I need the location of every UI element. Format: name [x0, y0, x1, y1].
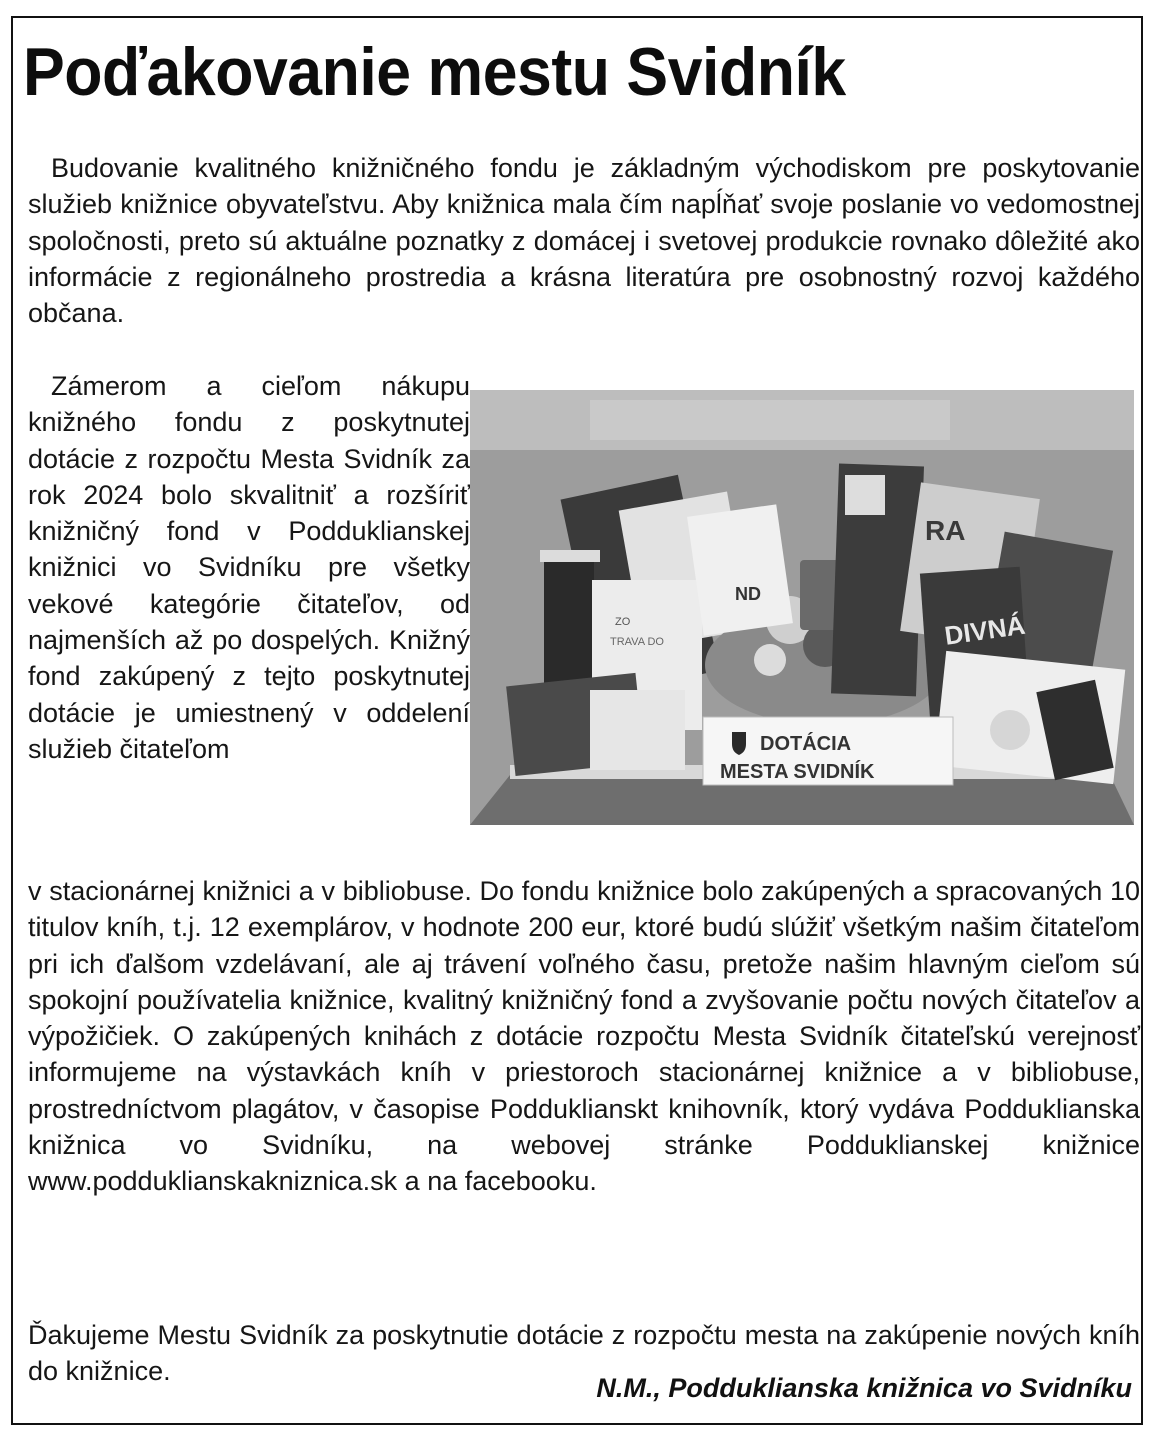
- article-signature: N.M., Podduklianska knižnica vo Svidníku: [596, 1373, 1132, 1403]
- article-frame: [11, 16, 1143, 1425]
- svg-text:TRAVA DO: TRAVA DO: [610, 636, 664, 648]
- book-text-ra: RA: [925, 515, 966, 546]
- paragraph-details: v stacionárnej knižnici a v bibliobuse. Do fondu knižnice bolo zakúpených a spracovaných 10 titulov kníh, t.j. 12 exemplárov, v hodnote 200 eur, ktoré budú slúžiť všetkým našim čitateľom pri ich ďalšom vzdelávaní, ale aj trávení voľného času, pretože našim hlavným cieľom sú spokojní používatelia knižnice, kvalitný knižničný fond a zvyšovanie počtu nových čitateľov a výpožičiek. O zakúpených knihách z dotácie rozpočtu Mesta Svidník čitateľskú verejnosť informujeme na výstavkách kníh v priestoroch stacionárnej knižnice a v bibliobuse, prostredníctvom plagátov, v časopise Podduklianskt knihovník, ktorý vydáva Podduklianska knižnica vo Svidníku, na webovej stránke Podduklianskej knižnice www.podduklianskakniznica.sk a na facebooku.: [28, 876, 1140, 1197]
- paragraph-aim: Zámerom a cieľom nákupu knižného fondu z poskytnutej dotácie z rozpočtu Mesta Svidník za rok 2024 bolo skvalitniť a rozšíriť knižničný fond v Podduklianskej knižnici vo Svidníku pre všetky vekové kategórie čitateľov, od najmenších až po dospelých. Knižný fond zakúpený z tejto poskytnutej dotácie je umiestnený v oddelení služieb čitateľom: [28, 371, 470, 764]
- article-title: Poďakovanie mestu Svidník: [23, 34, 846, 110]
- sign-line-2: MESTA SVIDNÍK: [720, 761, 875, 783]
- sign-line-1: DOTÁCIA: [760, 733, 852, 755]
- svg-text:ZO: ZO: [615, 616, 631, 628]
- books-photo: [470, 390, 1134, 825]
- paragraph-thanks: Ďakujeme Mestu Svidník za poskytnutie dotácie z rozpočtu mesta na zakúpenie nových kníh do knižnice.: [28, 1320, 1140, 1387]
- book-text-nd: ND: [735, 584, 761, 604]
- book-text-divna: DIVNÁ: [942, 609, 1027, 651]
- paragraph-intro: Budovanie kvalitného knižničného fondu je základným východiskom pre poskytovanie služieb knižnice obyvateľstvu. Aby knižnica mala čím napĺňať svoje poslanie vo vedomostnej spoločnosti, preto sú aktuálne poznatky z domácej i svetovej produkcie rovnako dôležité ako informácie z regionálneho prostredia a krásna literatúra pre osobnostný rozvoj každého občana.: [28, 153, 1140, 329]
